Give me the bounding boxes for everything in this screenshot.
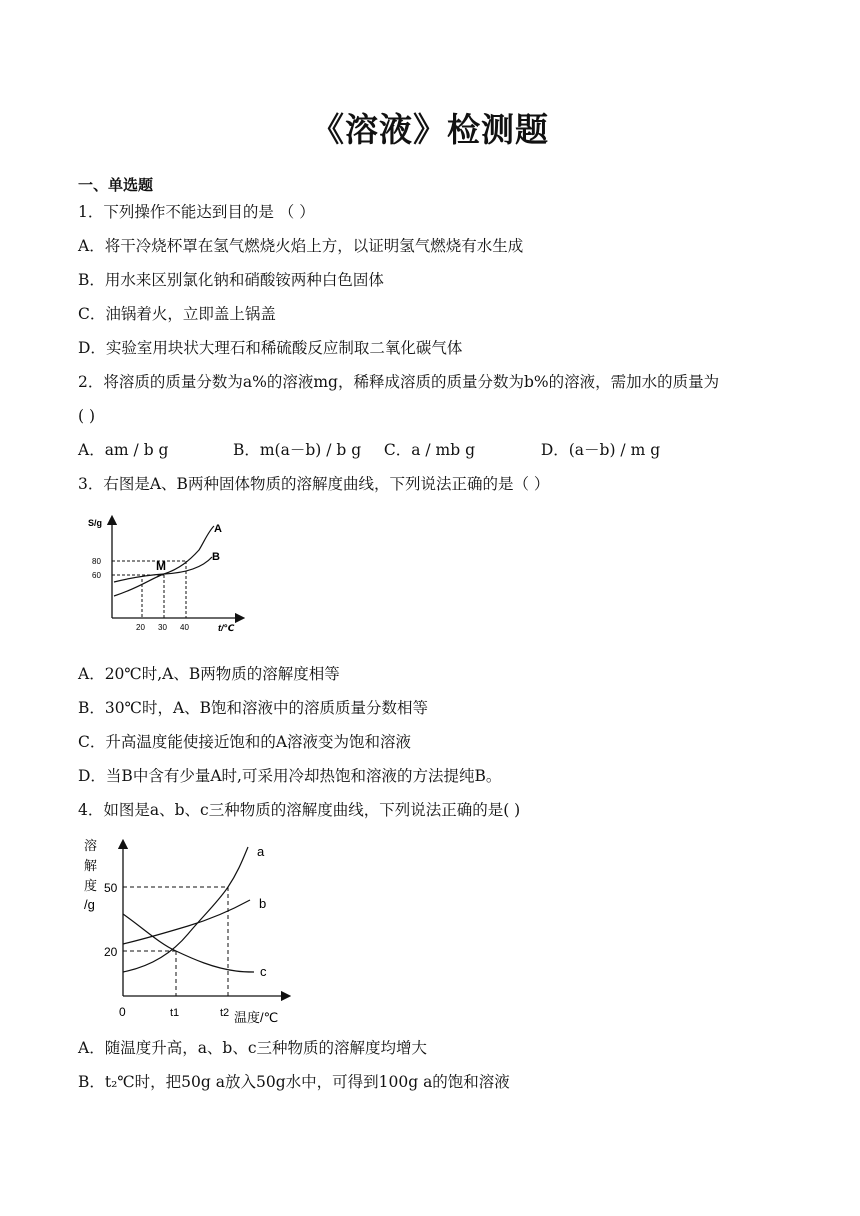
x-tick-0: 0 xyxy=(119,1005,126,1019)
q2-option-a: A．am / b g xyxy=(78,441,169,459)
x-tick-30: 30 xyxy=(158,623,167,632)
q3-option-b: B．30℃时，A、B饱和溶液中的溶质质量分数相等 xyxy=(78,699,429,717)
q4-option-b: B．t₂℃时，把50g a放入50g水中，可得到100g a的饱和溶液 xyxy=(78,1073,510,1091)
x-tick-t2: t2 xyxy=(220,1007,230,1019)
y-axis-label: S/g xyxy=(88,518,103,528)
x-tick-t1: t1 xyxy=(170,1007,180,1019)
q3-option-c: C．升高温度能使接近饱和的A溶液变为饱和溶液 xyxy=(78,733,412,751)
curve-b xyxy=(123,900,250,944)
q2-option-b: B．m(a－b) / b g xyxy=(232,441,362,459)
section-heading: 一、单选题 xyxy=(78,176,154,194)
series-label-c: c xyxy=(260,964,267,979)
q1-stem: 1．下列操作不能达到目的是 （ ） xyxy=(78,203,315,221)
q1-option-a: A．将干冷烧杯罩在氢气燃烧火焰上方，以证明氢气燃烧有水生成 xyxy=(78,237,524,255)
y-tick-80: 80 xyxy=(92,557,101,566)
series-label-a: a xyxy=(257,844,265,859)
point-label-m: M xyxy=(156,559,166,573)
x-tick-20: 20 xyxy=(136,623,145,632)
q1-option-b: B．用水来区别氯化钠和硝酸铵两种白色固体 xyxy=(78,271,384,289)
q2-options-row xyxy=(78,440,660,460)
series-label-a: A xyxy=(214,523,222,535)
y-axis-label-3: 度 xyxy=(84,878,98,893)
y-tick-50: 50 xyxy=(104,881,118,895)
y-axis-label-2: 解 xyxy=(84,858,98,873)
q2-stem-cont: ( ) xyxy=(78,407,96,425)
curve-c xyxy=(123,914,254,972)
y-axis-label-1: 溶 xyxy=(84,838,98,853)
q1-option-d: D．实验室用块状大理石和稀硫酸反应制取二氧化碳气体 xyxy=(78,339,463,357)
q2-stem: 2．将溶质的质量分数为a%的溶液mg，稀释成溶质的质量分数为b%的溶液，需加水的质量为 xyxy=(78,373,720,391)
chart-solubility-abc xyxy=(78,834,294,1030)
y-axis-label-4: /g xyxy=(84,897,95,912)
q3-stem: 3．右图是A、B两种固体物质的溶解度曲线，下列说法正确的是（ ） xyxy=(78,475,550,493)
curve-a xyxy=(123,847,248,972)
x-axis-label: 温度/℃ xyxy=(234,1010,279,1025)
x-axis-label: t/℃ xyxy=(218,623,235,633)
q2-option-d: D．(a－b) / m g xyxy=(540,441,661,459)
y-tick-20: 20 xyxy=(104,945,118,959)
q4-stem: 4．如图是a、b、c三种物质的溶解度曲线，下列说法正确的是( ) xyxy=(78,801,521,819)
q4-option-a: A．随温度升高，a、b、c三种物质的溶解度均增大 xyxy=(78,1039,428,1057)
series-label-b: B xyxy=(212,551,220,563)
q3-option-a: A．20℃时,A、B两物质的溶解度相等 xyxy=(78,665,340,683)
series-label-b: b xyxy=(259,896,267,911)
q3-option-d: D．当B中含有少量A时,可采用冷却热饱和溶液的方法提纯B。 xyxy=(78,767,502,785)
q2-option-c: C．a / mb g xyxy=(383,441,476,459)
q1-option-c: C．油锅着火，立即盖上锅盖 xyxy=(78,305,276,323)
chart-solubility-ab xyxy=(84,512,254,636)
x-tick-40: 40 xyxy=(180,623,189,632)
document-title: 《溶液》检测题 xyxy=(311,110,549,149)
y-tick-60: 60 xyxy=(92,571,101,580)
